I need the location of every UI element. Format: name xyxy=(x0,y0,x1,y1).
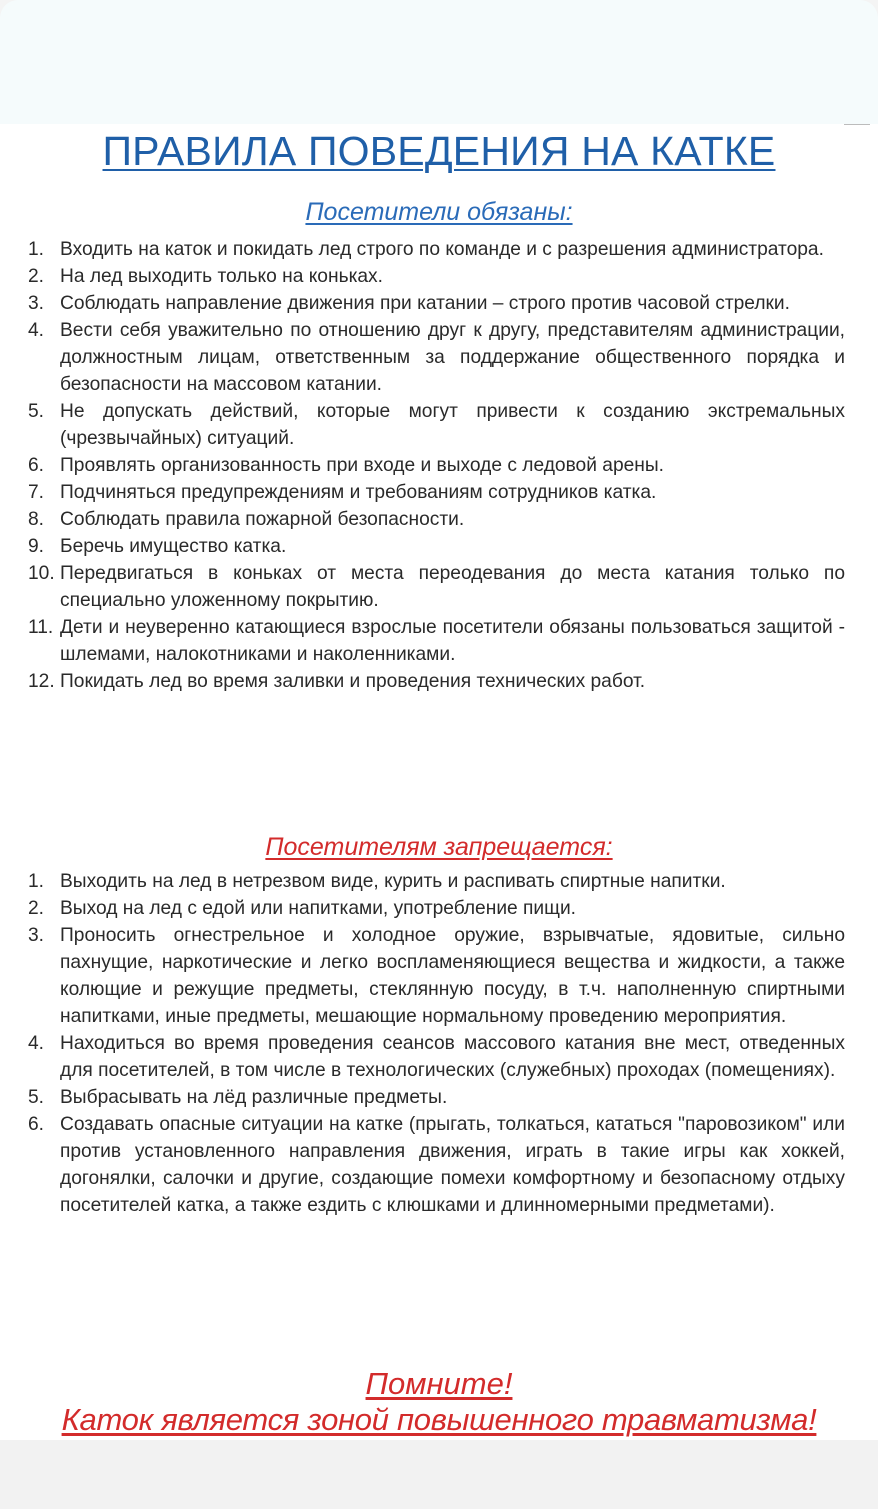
list-item xyxy=(0,398,878,452)
list-item xyxy=(0,922,878,1030)
item-number: 3. xyxy=(28,293,45,314)
list-item xyxy=(0,533,878,560)
remember-note: Помните! xyxy=(365,1366,513,1401)
item-number: 4. xyxy=(28,1033,45,1054)
forbidden-heading: Посетителям запрещается: xyxy=(265,833,613,861)
item-number: 8. xyxy=(28,509,45,530)
item-number: 3. xyxy=(28,925,45,946)
list-item xyxy=(0,868,878,895)
item-number: 9. xyxy=(28,536,45,557)
item-text: Входить на каток и покидать лед строго по команде и с разрешения администратора. xyxy=(60,239,824,260)
list-item xyxy=(0,236,878,263)
item-text: Проявлять организованность при входе и выходе с ледовой арены. xyxy=(60,455,665,476)
item-text: Выход на лед с едой или напитками, употребление пищи. xyxy=(60,898,576,919)
top-band xyxy=(0,0,878,124)
bottom-band xyxy=(0,1440,878,1509)
item-text: Соблюдать направление движения при катании – строго против часовой стрелки. xyxy=(60,293,790,314)
page-title: ПРАВИЛА ПОВЕДЕНИЯ НА КАТКЕ xyxy=(102,128,776,174)
item-text: Проносить огнестрельное и холодное оружие, взрывчатые, ядовитые, сильно пахнущие, наркотические и легко воспламеняющиеся вещества и жидкости, а также колющие и режущие предметы, стеклянную посуду, в т.ч. наполненную спиртными напитками, иные предметы, мешающие нормальному проведению мероприятия. xyxy=(60,925,845,1027)
item-number: 2. xyxy=(28,266,45,287)
forbidden-list xyxy=(0,868,878,1219)
list-item xyxy=(0,668,878,695)
list-item xyxy=(0,1111,878,1219)
list-item xyxy=(0,479,878,506)
item-number: 11. xyxy=(28,617,54,638)
item-number: 1. xyxy=(28,871,45,892)
item-text: Покидать лед во время заливки и проведения технических работ. xyxy=(60,671,646,692)
item-number: 10. xyxy=(28,563,55,584)
item-text: Дети и неуверенно катающиеся взрослые посетители обязаны пользоваться защитой - шлемами, налокотниками и наколенниками. xyxy=(60,617,845,665)
list-item xyxy=(0,1030,878,1084)
item-text: Беречь имущество катка. xyxy=(60,536,287,557)
item-number: 5. xyxy=(28,401,45,422)
duties-heading: Посетители обязаны: xyxy=(305,198,573,226)
item-number: 12. xyxy=(28,671,55,692)
list-item xyxy=(0,895,878,922)
item-text: Выбрасывать на лёд различные предметы. xyxy=(60,1087,448,1108)
injury-warning: Каток является зоной повышенного травматизма! xyxy=(61,1402,817,1437)
item-number: 6. xyxy=(28,1114,45,1135)
item-text: Не допускать действий, которые могут привести к созданию экстремальных (чрезвычайных) ситуаций. xyxy=(60,401,845,449)
item-number: 6. xyxy=(28,455,45,476)
list-item xyxy=(0,263,878,290)
duties-list xyxy=(0,236,878,695)
item-text: Соблюдать правила пожарной безопасности. xyxy=(60,509,465,530)
list-item xyxy=(0,1084,878,1111)
item-number: 7. xyxy=(28,482,45,503)
item-number: 2. xyxy=(28,898,45,919)
item-number: 5. xyxy=(28,1087,45,1108)
item-number: 1. xyxy=(28,239,45,260)
item-text: Вести себя уважительно по отношению друг к другу, представителям администрации, должностным лицам, ответственным за поддержание общественного порядка и безопасности на массовом катании. xyxy=(60,320,845,395)
corner-divider xyxy=(844,124,870,125)
list-item xyxy=(0,452,878,479)
item-text: Создавать опасные ситуации на катке (прыгать, толкаться, кататься "паровозиком" или против установленного направления движения, играть в такие игры как хоккей, догонялки, салочки и другие, создающие помехи комфортному и безопасному отдыху посетителей катка, а также ездить с клюшками и длинномерными предметами). xyxy=(60,1114,845,1216)
list-item xyxy=(0,290,878,317)
item-number: 4. xyxy=(28,320,45,341)
item-text: На лед выходить только на коньках. xyxy=(60,266,383,287)
item-text: Передвигаться в коньках от места переодевания до места катания только по специально уложенному покрытию. xyxy=(60,563,845,611)
list-item xyxy=(0,560,878,614)
list-item xyxy=(0,506,878,533)
item-text: Выходить на лед в нетрезвом виде, курить и распивать спиртные напитки. xyxy=(60,871,726,892)
item-text: Находиться во время проведения сеансов массового катания вне мест, отведенных для посетителей, в том числе в технологических (служебных) проходах (помещениях). xyxy=(60,1033,845,1081)
item-text: Подчиняться предупреждениям и требованиям сотрудников катка. xyxy=(60,482,657,503)
list-item xyxy=(0,614,878,668)
list-item xyxy=(0,317,878,398)
